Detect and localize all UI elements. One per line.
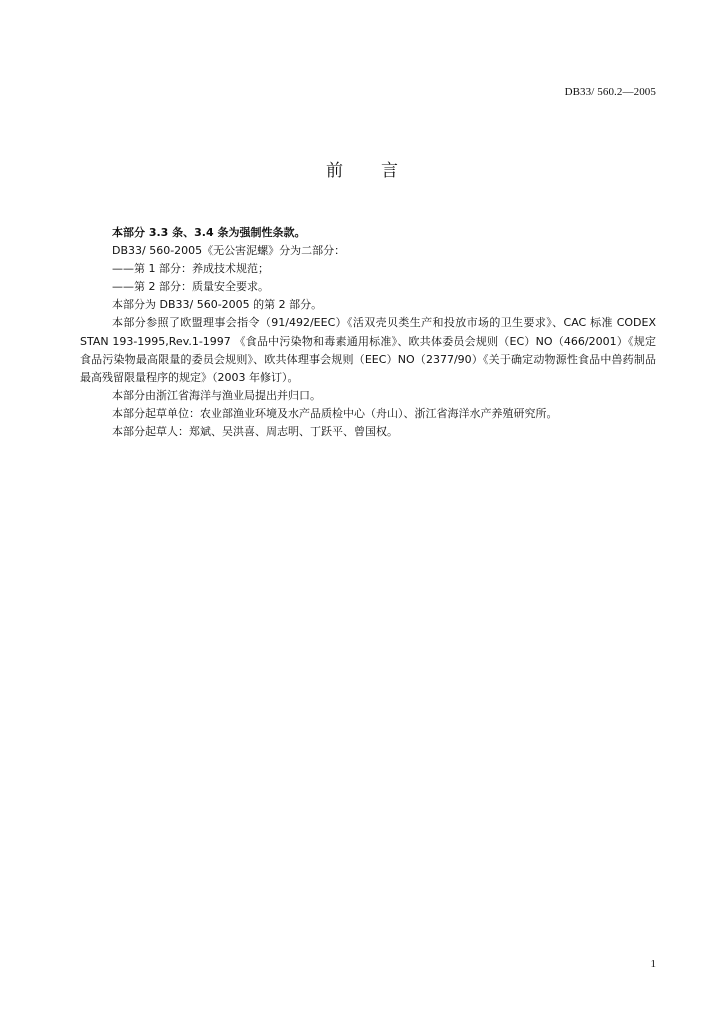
foreword-body: [80, 224, 656, 441]
paragraph-references: 本部分参照了欧盟理事会指令（91/492/EEC）《活双壳贝类生产和投放市场的卫生要求》、CAC 标准 CODEX STAN 193-1995,Rev.1-1997 《食品中污染物和毒素通用标准》、欧共体委员会规则（EC）NO（466/2001）《规定食品污染物最高限量的委员会规则》、欧共体理事会规则（EEC）NO（2377/90）《关于确定动物源性食品中兽药制品最高残留限量程序的规定》（2003 年修订）。: [80, 316, 656, 384]
paragraph-drafters: 本部分起草人：郑斌、吴洪喜、周志明、丁跃平、曾国权。: [112, 425, 398, 439]
paragraph-part-2: ——第 2 部分：质量安全要求。: [112, 280, 269, 294]
paragraph-standard-parts: DB33/ 560-2005《无公害泥螺》分为二部分：: [112, 244, 346, 258]
paragraph-drafting-units: 本部分起草单位：农业部渔业环境及水产品质检中心（舟山）、浙江省海洋水产养殖研究所。: [112, 406, 558, 420]
paragraph-part-1: ——第 1 部分：养成技术规范；: [112, 262, 269, 276]
paragraph-mandatory-clauses: 本部分 3.3 条、3.4 条为强制性条款。: [112, 226, 306, 239]
page-number: 1: [650, 958, 656, 970]
paragraph-proposer: 本部分由浙江省海洋与渔业局提出并归口。: [112, 388, 321, 402]
document-code: DB33/ 560.2—2005: [564, 86, 656, 98]
paragraph-this-part: 本部分为 DB33/ 560-2005 的第 2 部分。: [112, 298, 323, 312]
page-title: 前言: [326, 161, 436, 181]
